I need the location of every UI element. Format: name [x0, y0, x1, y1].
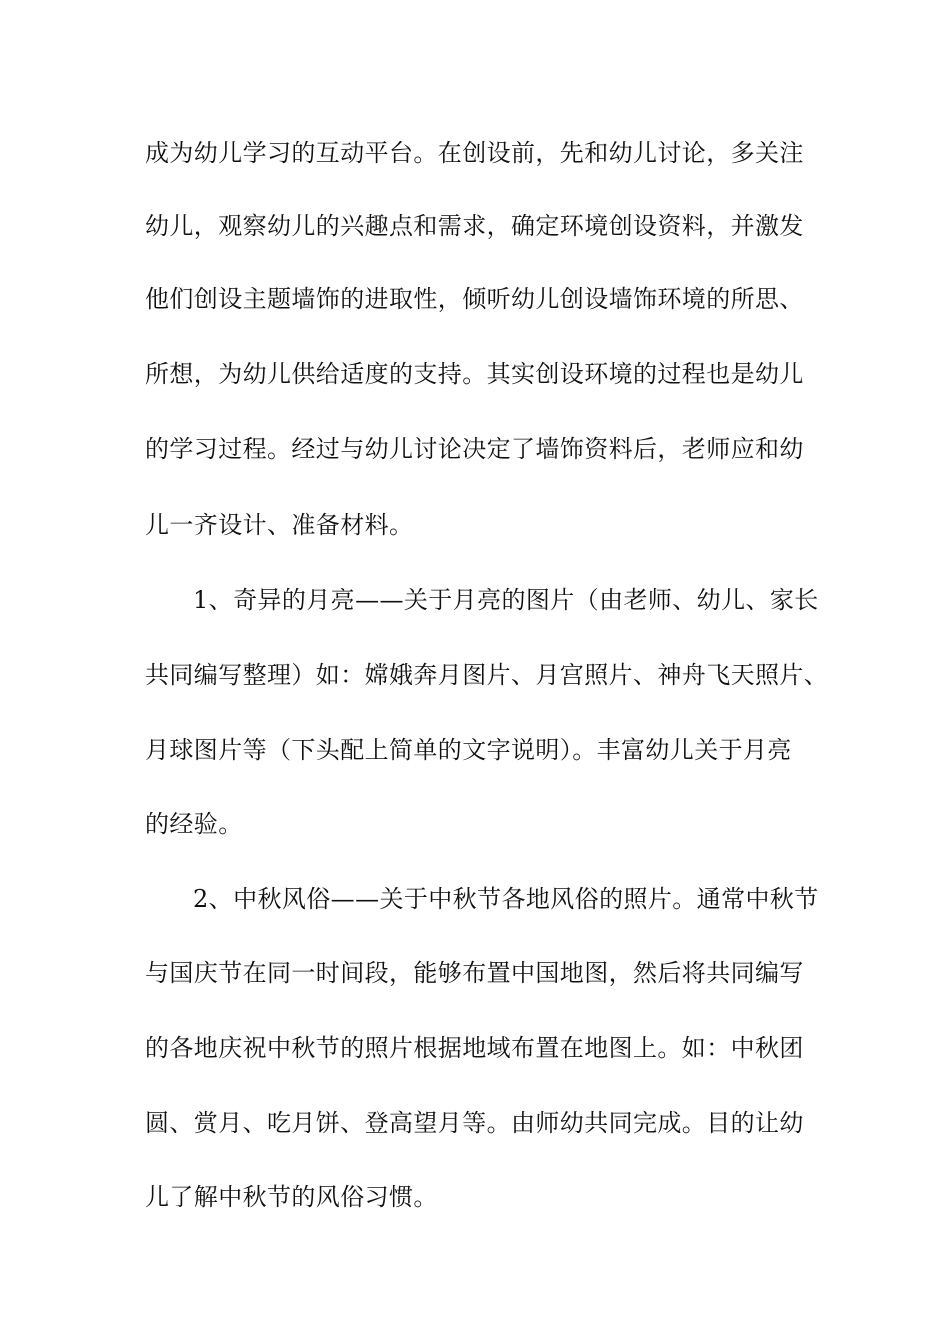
paragraph-line: 所想，为幼儿供给适度的支持。其实创设环境的过程也是幼儿 [145, 360, 804, 388]
paragraph-line: 成为幼儿学习的互动平台。在创设前，先和幼儿讨论，多关注 [145, 139, 804, 167]
paragraph-line: 的学习过程。经过与幼儿讨论决定了墙饰资料后，老师应和幼 [145, 435, 804, 463]
list-item-line: 1、奇异的月亮——关于月亮的图片（由老师、幼儿、家长 [193, 586, 819, 614]
paragraph-line: 幼儿，观察幼儿的兴趣点和需求，确定环境创设资料，并激发 [145, 212, 804, 240]
paragraph-line: 与国庆节在同一时间段，能够布置中国地图，然后将共同编写 [145, 959, 804, 987]
paragraph-line: 的经验。 [145, 810, 243, 838]
list-item-line: 2、中秋风俗——关于中秋节各地风俗的照片。通常中秋节 [193, 885, 819, 913]
paragraph-line: 圆、赏月、吃月饼、登高望月等。由师幼共同完成。目的让幼 [145, 1109, 804, 1137]
paragraph-line: 儿了解中秋节的风俗习惯。 [145, 1183, 438, 1211]
paragraph-line: 他们创设主题墙饰的进取性，倾听幼儿创设墙饰环境的所思、 [145, 285, 804, 313]
paragraph-line: 月球图片等（下头配上简单的文字说明）。丰富幼儿关于月亮 [145, 736, 792, 764]
paragraph-line: 的各地庆祝中秋节的照片根据地域布置在地图上。如：中秋团 [145, 1034, 804, 1062]
paragraph-line: 共同编写整理）如：嫦娥奔月图片、月宫照片、神舟飞天照片、 [145, 661, 829, 689]
paragraph-line: 儿一齐设计、准备材料。 [145, 511, 414, 539]
